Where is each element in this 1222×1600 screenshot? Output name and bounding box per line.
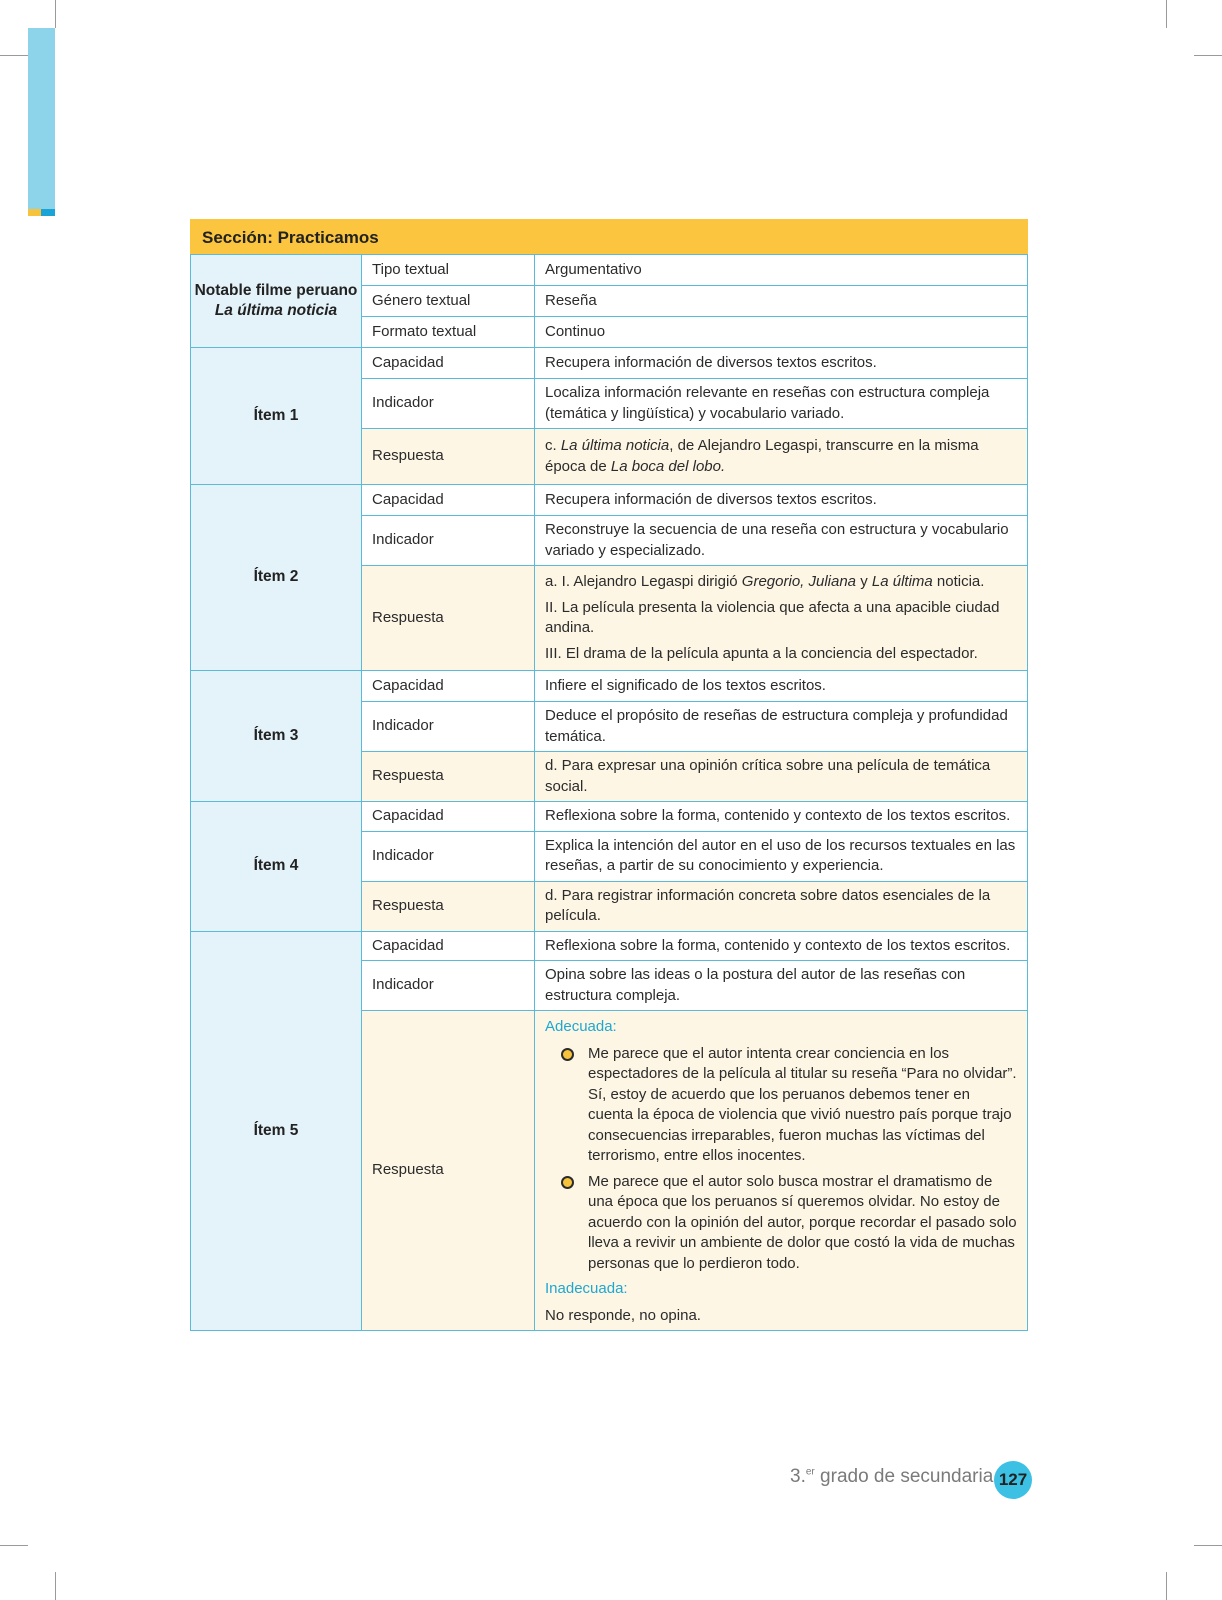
- answer-key-table: [190, 254, 1028, 1331]
- row-value: Reseña: [535, 286, 1028, 317]
- answer-italic: La boca del lobo.: [610, 457, 726, 475]
- respuesta-value: [535, 566, 1028, 671]
- opinion-list: [545, 1044, 1017, 1275]
- side-tab-stripe: [28, 209, 41, 216]
- respuesta-label: Respuesta: [362, 1011, 535, 1331]
- item-title: Ítem 2: [191, 485, 362, 671]
- capacidad-label: Capacidad: [362, 671, 535, 702]
- crop-mark: [1166, 1572, 1167, 1600]
- capacidad-value: Reflexiona sobre la forma, contenido y contexto de los textos escritos.: [535, 931, 1028, 961]
- indicador-value: Reconstruye la secuencia de una reseña con estructura y vocabulario variado y especializado.: [535, 516, 1028, 566]
- opinion-text: Me parece que el autor solo busca mostrar el dramatismo de una época que los peruanos sí queremos olvidar. No estoy de acuerdo con la opinión del autor, porque recordar el pasado solo lleva a revivir un ambiente de dolor que costó la vida de muchas personas que lo perdieron todo.: [588, 1172, 1017, 1272]
- grade-number: 3.: [790, 1466, 806, 1487]
- respuesta-value: [535, 1011, 1028, 1331]
- answer-paragraph: II. La película presenta la violencia que afecta a una apacible ciudad andina.: [545, 598, 1000, 636]
- table-row: [191, 671, 1028, 702]
- respuesta-value: d. Para registrar información concreta sobre datos esenciales de la película.: [535, 881, 1028, 931]
- table-row: [191, 802, 1028, 832]
- answer-text: c.: [545, 437, 561, 454]
- crop-mark: [0, 55, 28, 56]
- opinion-text: Me parece que el autor intenta crear conciencia en los espectadores de la película al titular su reseña “Para no olvidar”. Sí, estoy de acuerdo que los peruanos debemos tener en cuenta la época de violencia que vivió nuestro país porque trajo consecuencias irreparables, fueron muchas las víctimas del terrorismo, entre ellos inocentes.: [588, 1044, 1017, 1164]
- side-tab: [28, 28, 55, 209]
- capacidad-value: Infiere el significado de los textos escritos.: [535, 671, 1028, 702]
- inadecuada-label: Inadecuada:: [545, 1280, 628, 1297]
- item-title: Ítem 4: [191, 802, 362, 932]
- indicador-value: Explica la intención del autor en el uso de los recursos textuales en las reseñas, a partir de su conocimiento y experiencia.: [535, 831, 1028, 881]
- row-label: Tipo textual: [362, 255, 535, 286]
- capacidad-label: Capacidad: [362, 931, 535, 961]
- answer-italic: La última: [871, 573, 933, 590]
- indicador-value: Localiza información relevante en reseñas con estructura compleja (temática y lingüística) y vocabulario variado.: [535, 379, 1028, 429]
- respuesta-label: Respuesta: [362, 566, 535, 671]
- list-item: [545, 1172, 1017, 1275]
- answer-paragraph: [545, 572, 1017, 593]
- grade-label: [790, 1466, 993, 1488]
- respuesta-value: d. Para expresar una opinión crítica sobre una película de temática social.: [535, 752, 1028, 802]
- capacidad-value: Recupera información de diversos textos escritos.: [535, 348, 1028, 379]
- indicador-label: Indicador: [362, 831, 535, 881]
- capacidad-label: Capacidad: [362, 348, 535, 379]
- grade-text: grado de secundaria: [814, 1466, 994, 1487]
- respuesta-label: Respuesta: [362, 881, 535, 931]
- page-number: 127: [994, 1461, 1032, 1499]
- row-label: Género textual: [362, 286, 535, 317]
- respuesta-label: Respuesta: [362, 752, 535, 802]
- item-title: Ítem 1: [191, 348, 362, 485]
- respuesta-label: Respuesta: [362, 429, 535, 485]
- respuesta-value: [535, 429, 1028, 485]
- answer-text: noticia.: [932, 573, 985, 590]
- crop-mark: [55, 0, 56, 28]
- film-title-cell: [191, 255, 362, 348]
- row-value: Argumentativo: [535, 255, 1028, 286]
- inadecuada-text: No responde, no opina.: [545, 1306, 701, 1324]
- crop-mark: [1194, 1545, 1222, 1546]
- crop-mark: [1194, 55, 1222, 56]
- table-row: [191, 255, 1028, 286]
- section-title: Sección: Practicamos: [190, 219, 1028, 254]
- list-item: [545, 1044, 1017, 1167]
- item-title: Ítem 5: [191, 931, 362, 1331]
- table-row: [191, 485, 1028, 516]
- bullet-icon: [561, 1176, 574, 1189]
- item-title: Ítem 3: [191, 671, 362, 802]
- capacidad-label: Capacidad: [362, 802, 535, 832]
- indicador-label: Indicador: [362, 961, 535, 1011]
- answer-text: , de Alejandro Legaspi, transcurre en la misma época de: [545, 437, 979, 475]
- film-title-italic: La última noticia: [214, 302, 338, 319]
- capacidad-label: Capacidad: [362, 485, 535, 516]
- crop-mark: [0, 1545, 28, 1546]
- indicador-label: Indicador: [362, 702, 535, 752]
- answer-italic: La última noticia: [560, 437, 670, 454]
- capacidad-value: Recupera información de diversos textos escritos.: [535, 485, 1028, 516]
- indicador-label: Indicador: [362, 516, 535, 566]
- indicador-value: Deduce el propósito de reseñas de estructura compleja y profundidad temática.: [535, 702, 1028, 752]
- table-row: [191, 931, 1028, 961]
- bullet-icon: [561, 1048, 574, 1061]
- indicador-value: Opina sobre las ideas o la postura del autor de las reseñas con estructura compleja.: [535, 961, 1028, 1011]
- capacidad-value: Reflexiona sobre la forma, contenido y contexto de los textos escritos.: [535, 802, 1028, 832]
- table-row: [191, 348, 1028, 379]
- film-title-text: Notable filme peruano: [194, 281, 358, 299]
- grade-suffix: er: [805, 1466, 815, 1478]
- crop-mark: [1166, 0, 1167, 28]
- crop-mark: [55, 1572, 56, 1600]
- row-value: Continuo: [535, 317, 1028, 348]
- adecuada-label: Adecuada:: [545, 1018, 617, 1035]
- row-label: Formato textual: [362, 317, 535, 348]
- answer-text: a. I. Alejandro Legaspi dirigió: [545, 573, 742, 590]
- answer-text: y: [856, 573, 872, 590]
- answer-paragraph: III. El drama de la película apunta a la conciencia del espectador.: [545, 644, 978, 662]
- side-tab-stripe: [41, 209, 55, 216]
- indicador-label: Indicador: [362, 379, 535, 429]
- answer-italic: Gregorio, Juliana: [741, 573, 857, 590]
